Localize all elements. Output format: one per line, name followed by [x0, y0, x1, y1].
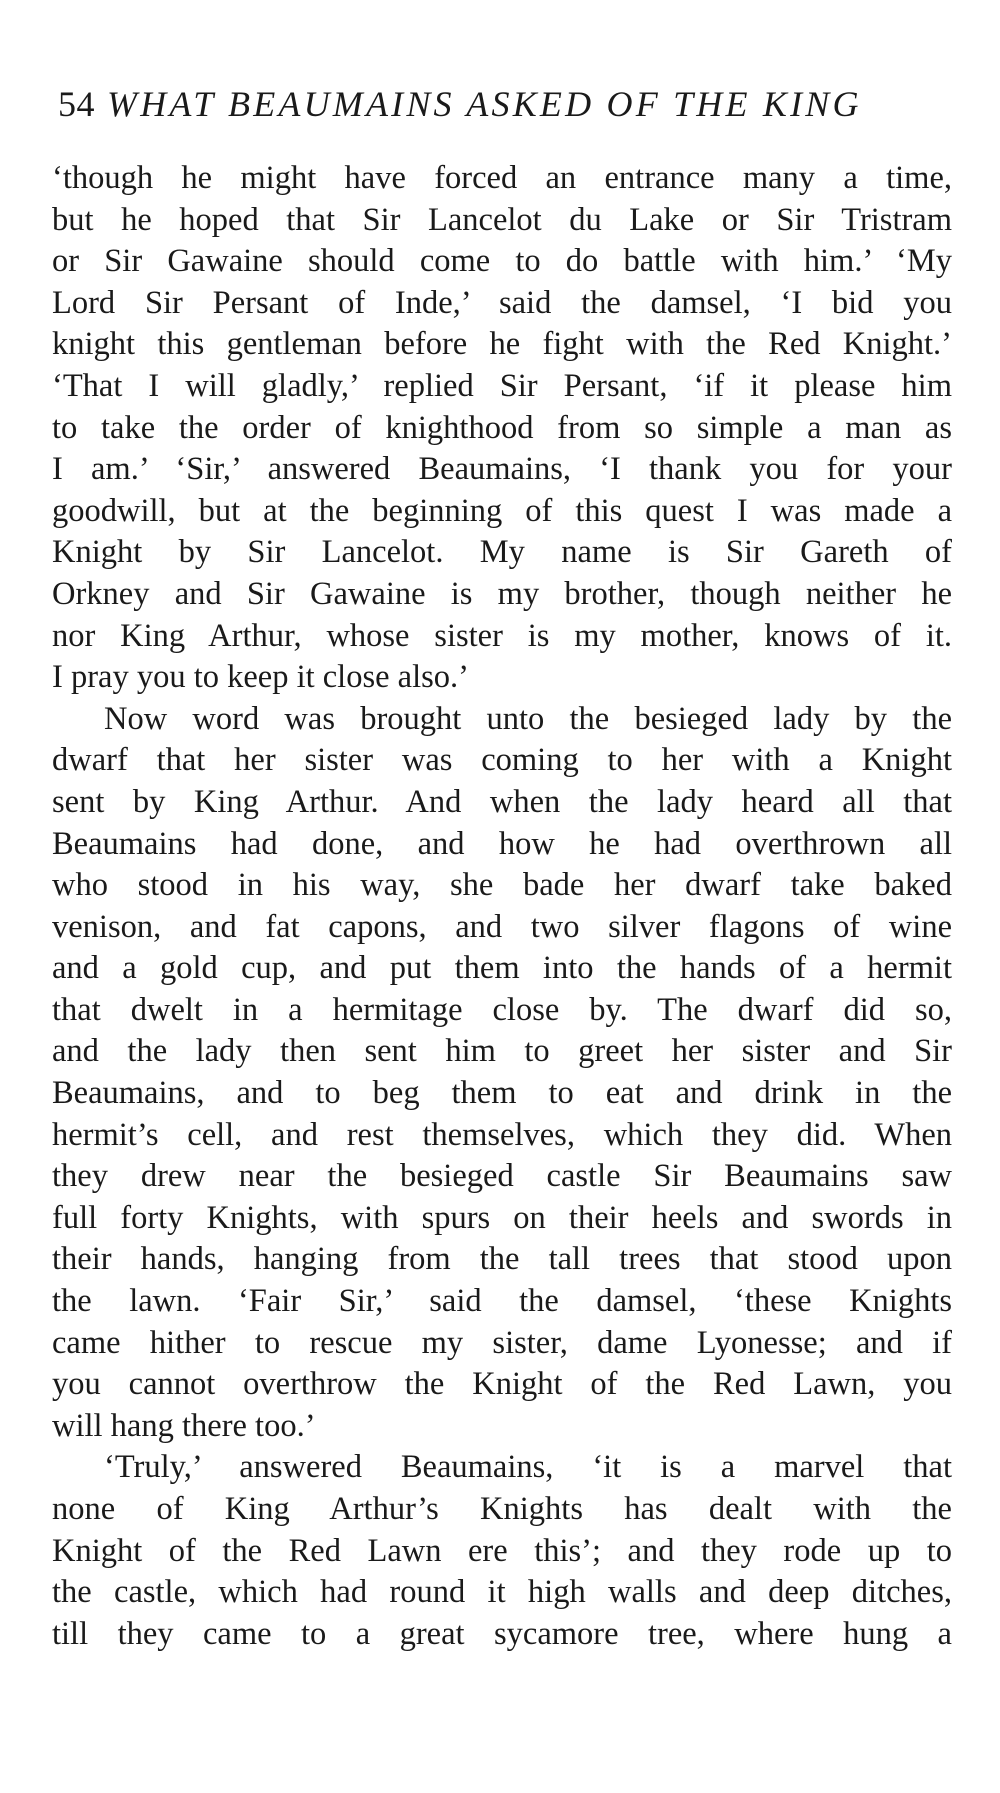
text-line: and the lady then sent him to greet her sister and Sir: [52, 1033, 952, 1070]
text-line: the castle, which had round it high walls and deep ditches,: [52, 1574, 952, 1611]
text-line: they drew near the besieged castle Sir Beaumains saw: [52, 1158, 952, 1195]
text-line: Knight by Sir Lancelot. My name is Sir Gareth of: [52, 534, 952, 571]
text-line: came hither to rescue my sister, dame Lyonesse; and if: [52, 1324, 952, 1361]
text-line: ‘though he might have forced an entrance many a time,: [52, 160, 952, 196]
text-line: to take the order of knighthood from so simple a man as: [52, 409, 952, 446]
text-line: Now word was brought unto the besieged lady by the: [104, 700, 952, 737]
text-line: venison, and fat capons, and two silver flagons of wine: [52, 908, 952, 945]
paragraph-3: [52, 1447, 952, 1655]
text-line: till they came to a great sycamore tree, where hung a: [52, 1615, 952, 1652]
text-line: I am.’ ‘Sir,’ answered Beaumains, ‘I thank you for your: [52, 451, 952, 488]
text-line: and a gold cup, and put them into the hands of a hermit: [52, 950, 952, 987]
paragraph-2: [52, 699, 952, 1448]
text-line: you cannot overthrow the Knight of the Red Lawn, you: [52, 1366, 952, 1403]
text-line: that dwelt in a hermitage close by. The dwarf did so,: [52, 991, 952, 1028]
text-line: Lord Sir Persant of Inde,’ said the damsel, ‘I bid you: [52, 284, 952, 321]
text-line: but he hoped that Sir Lancelot du Lake or Sir Tristram: [52, 201, 952, 238]
running-title: WHAT BEAUMAINS ASKED OF THE KING: [107, 84, 862, 124]
page-header: [58, 78, 953, 130]
text-line: full forty Knights, with spurs on their heels and swords in: [52, 1199, 952, 1236]
text-line: sent by King Arthur. And when the lady heard all that: [52, 783, 952, 820]
paragraph-1: [52, 158, 952, 699]
text-line: their hands, hanging from the tall trees that stood upon: [52, 1241, 952, 1278]
text-line: hermit’s cell, and rest themselves, which they did. When: [52, 1116, 952, 1153]
text-line: I pray you to keep it close also.’: [52, 659, 469, 696]
text-line: Beaumains, and to beg them to eat and drink in the: [52, 1075, 952, 1112]
text-line: ‘That I will gladly,’ replied Sir Persant, ‘if it please him: [52, 367, 952, 404]
text-line: none of King Arthur’s Knights has dealt with the: [52, 1491, 952, 1527]
text-line: who stood in his way, she bade her dwarf take baked: [52, 867, 952, 904]
text-line: Beaumains had done, and how he had overthrown all: [52, 825, 952, 862]
text-line: Knight of the Red Lawn ere this’; and they rode up to: [52, 1532, 952, 1569]
text-line: or Sir Gawaine should come to do battle with him.’ ‘My: [52, 243, 952, 280]
text-line: dwarf that her sister was coming to her with a Knight: [52, 742, 952, 779]
text-line: will hang there too.’: [52, 1407, 316, 1444]
text-line: knight this gentleman before he fight with the Red Knight.’: [52, 326, 952, 363]
text-line: goodwill, but at the beginning of this quest I was made a: [52, 492, 952, 529]
body-text: [52, 158, 952, 1655]
text-line: ‘Truly,’ answered Beaumains, ‘it is a marvel that: [104, 1449, 952, 1486]
text-line: Orkney and Sir Gawaine is my brother, though neither he: [52, 575, 952, 612]
page-number: 54: [58, 84, 95, 124]
text-line: the lawn. ‘Fair Sir,’ said the damsel, ‘these Knights: [52, 1283, 952, 1320]
text-line: nor King Arthur, whose sister is my mother, knows of it.: [52, 617, 952, 654]
